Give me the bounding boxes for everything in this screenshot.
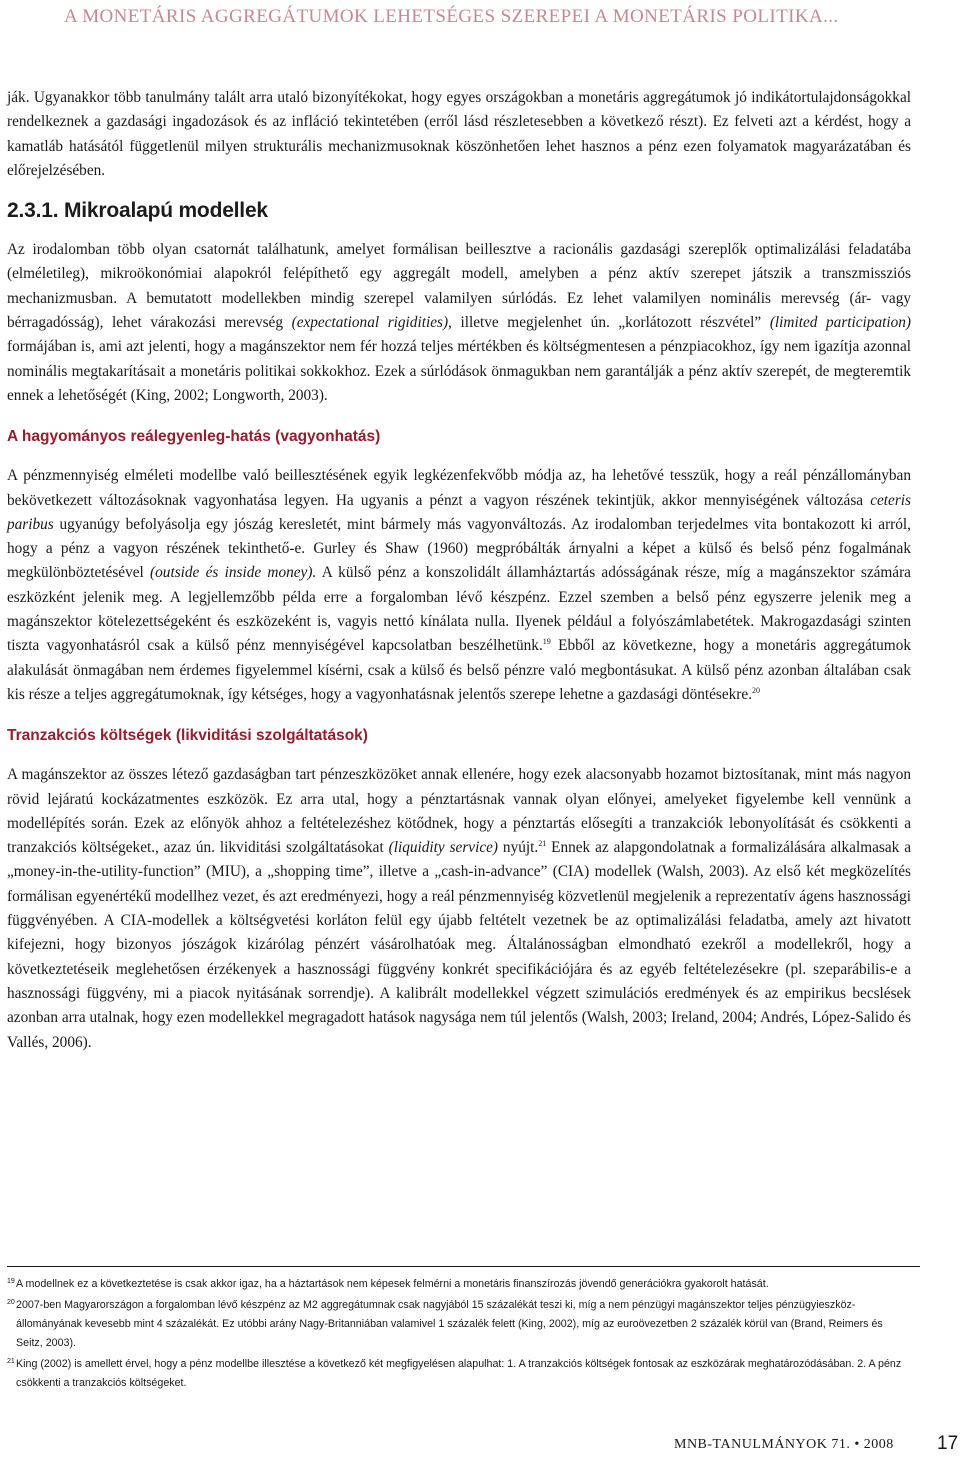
subsection-title-wealth-effect: A hagyományos reálegyenleg-hatás (vagyonhatás) [7, 428, 381, 446]
footnote-ref-21[interactable]: 21 [538, 839, 547, 849]
footnote-text: A modellnek ez a következtetése is csak akkor igaz, ha a háztartások nem képesek felmérni a monetáris finanszírozás jövendő generációkra gyakorolt hatását. [16, 1278, 769, 1290]
footer-journal: MNB-TANULMÁNYOK 71. • 2008 [674, 1437, 894, 1452]
footnote-21 [7, 1355, 911, 1393]
running-head: A MONETÁRIS AGGREGÁTUMOK LEHETSÉGES SZEREPEI A MONETÁRIS POLITIKA... [64, 6, 839, 27]
footnote-number: 21 [7, 1358, 15, 1365]
intro-paragraph: ják. Ugyanakkor több tanulmány talált arra utaló bizonyítékokat, hogy egyes országokban a monetáris aggregátumok jó indikátortulajdonságokkal rendelkeznek a gazdasági ingadozások és az infláció tekintetében (erről lásd részletesebben a következő részt). Ez felveti azt a kérdést, hogy a kamatláb hatásától függetlenül milyen strukturális mechanizmusoknak köszönhetően lehet hasznos a pénz ezen folyamatok magyarázatában és előrejelzésében. [7, 89, 911, 179]
section-paragraph: Az irodalomban több olyan csatornát találhatunk, amelyet formálisan beillesztve a racionális gazdasági szereplők optimalizálási feladatába (elméletileg), mikroökonómiai alapokról felépíthető egy aggregált modell, amelyben a pénz aktív szerepet játszik a transzmissziós mechanizmusban. A bemutatott modellekben mindig szerepel valamilyen súrlódás. Ez lehet valamilyen nominális merevség (ár- vagy bérragadósság), lehet várakozási merevség (expectational rigidities), illetve megjelenhet ún. „korlátozott részvétel” (limited participation) formájában is, ami azt jelenti, hogy a magánszektor nem fér hozzá teljes mértékben és költségmentesen a pénzpiacokhoz, így nem igazítja azonnal nominális megtakarításait a monetáris politikai sokkokhoz. Ezek a súrlódások önmagukban nem garantálják a pénz aktív szerepét, de megteremtik ennek a lehetőségét (King, 2002; Longworth, 2003). [7, 241, 911, 404]
subsection-paragraph-transaction-costs: A magánszektor az összes létező gazdaságban tart pénzeszközöket annak ellenére, hogy ezek alacsonyabb hozamot biztosítanak, mint más nagyon rövid lejáratú kockázatmentes eszközök. Ez arra utal, hogy a pénztartásnak vannak olyan előnyei, amelyeket figyelembe kell vennünk a modellépítés során. Ezek az előnyök ahhoz a feltételezéshez kötődnek, hogy a pénztartás elősegíti a tranzakciók lebonyolítását és csökkenti a tranzakciós költségeket., azaz ún. likviditási szolgáltatásokat (liquidity service) nyújt.$^{21}$ Ennek az alapgondolatnak a formalizálására alkalmasak a „money-in-the-utility-function” (MIU), a „shopping time”, illetve a „cash-in-advance” (CIA) modellek (Walsh, 2003). Az első két megközelítés formálisan egyenértékű modellhez vezet, és azt eredményezi, hogy a reál pénzmennyiség közvetlenül megjelenik a reprezentatív ágens hasznossági függvényében. A CIA-modellek a költségvetési korláton felül egy újabb feltételt vezetnek be az optimalizálási feladatba, amely azt hivatott kifejezni, hogy bizonyos jószágok kizárólag pénzért vásárolhatóak meg. Általánosságban elmondható ezekről a modellekről, hogy a következtetéseik meglehetősen érzékenyek a hasznossági függvény konkrét specifikációjára és az egyéb feltételezésekre (pl. szeparábilis-e a hasznossági függvény, mi a piacok nyitásának sorrendje). A kalibrált modellekkel végzett szimulációs eredmények és az empirikus becslések azonban arra utalnak, hogy ezen modellekkel megragadott hatások nagysága nem túl jelentős (Walsh, 2003; Ireland, 2004; Andrés, López-Salido és Vallés, 2006). [7, 766, 911, 1051]
footnote-number: 20 [7, 1299, 15, 1306]
footnote-text: King (2002) is amellett érvel, hogy a pénz modellbe illesztése a következő két megfigyelésen alapulhat: 1. A tranzakciós költségek fontosak az eszközárak meghatározódásában. 2. A pénz csökkenti a tranzakciós költségeket. [16, 1358, 902, 1389]
footnote-divider [7, 1266, 920, 1267]
footnote-text: 2007-ben Magyarországon a forgalomban lévő készpénz az M2 aggregátumnak csak nagyjából 15 százalékát teszi ki, míg a nem pénzügyi magánszektor teljes pénzügyieszköz-állományának kevesebb mint 4 százalékát. Ez utóbbi arány Nagy-Britanniában valamivel 1 százalék felett (King, 2002), míg az euroövezetben 2 százalék körül van (Brand, Reimers és Seitz, 2003). [16, 1299, 883, 1349]
section-title: 2.3.1. Mikroalapú modellek [7, 199, 268, 223]
footnote-ref-20[interactable]: 20 [752, 685, 761, 695]
footnote-ref-19[interactable]: 19 [542, 637, 551, 647]
subsection-title-transaction-costs: Tranzakciós költségek (likviditási szolgáltatások) [7, 727, 368, 745]
main-content [7, 86, 911, 1055]
footnote-number: 19 [7, 1278, 15, 1285]
footnote-19 [7, 1275, 911, 1294]
footnote-20 [7, 1296, 911, 1353]
subsection-paragraph-wealth-effect: A pénzmennyiség elméleti modellbe való beillesztésének egyik legkézenfekvőbb módja az, ha lehetővé tesszük, hogy a reál pénzállományban bekövetkezett változásoknak vagyonhatása legyen. Ha ugyanis a pénzt a vagyon részének tekintjük, akkor mennyiségének változása ceteris paribus ugyanúgy befolyásolja egy jószág keresletét, mint bármely más vagyonváltozás. Az irodalomban terjedelmes vita bontakozott ki arról, hogy a pénz a vagyon részének tekinthető-e. Gurley és Shaw (1960) megpróbálták árnyalni a képet a külső és belső pénz fogalmának megkülönböztetésével (outside és inside money). A külső pénz a konszolidált államháztartás adósságának része, míg a magánszektor számára eszközként jelenik meg. A legjellemzőbb példa erre a forgalomban lévő készpénz. Ezzel szemben a belső pénz egyszerre jelenik meg a magánszektor kötelezettségeként és eszközeként is, vagyis nettó kínálata nulla. Ilyenek például a folyószámlabetétek. Makrogazdasági szinten tiszta vagyonhatásról csak a külső pénz mennyiségével kapcsolatban beszélhetünk.$^{19}$ Ebből az következne, hogy a monetáris aggregátumok alakulását önmagában nem érdemes figyelemmel kísérni, csak a külső és belső pénzre való megbontásukat. A külső pénz azonban általában csak kis része a teljes aggregátumoknak, így kétséges, hogy a vagyonhatásnak jelentős szerepe lehetne a gazdasági döntésekre.$^{20}$ [7, 467, 911, 703]
page-number: 17 [937, 1433, 959, 1454]
footnotes [7, 1266, 911, 1395]
